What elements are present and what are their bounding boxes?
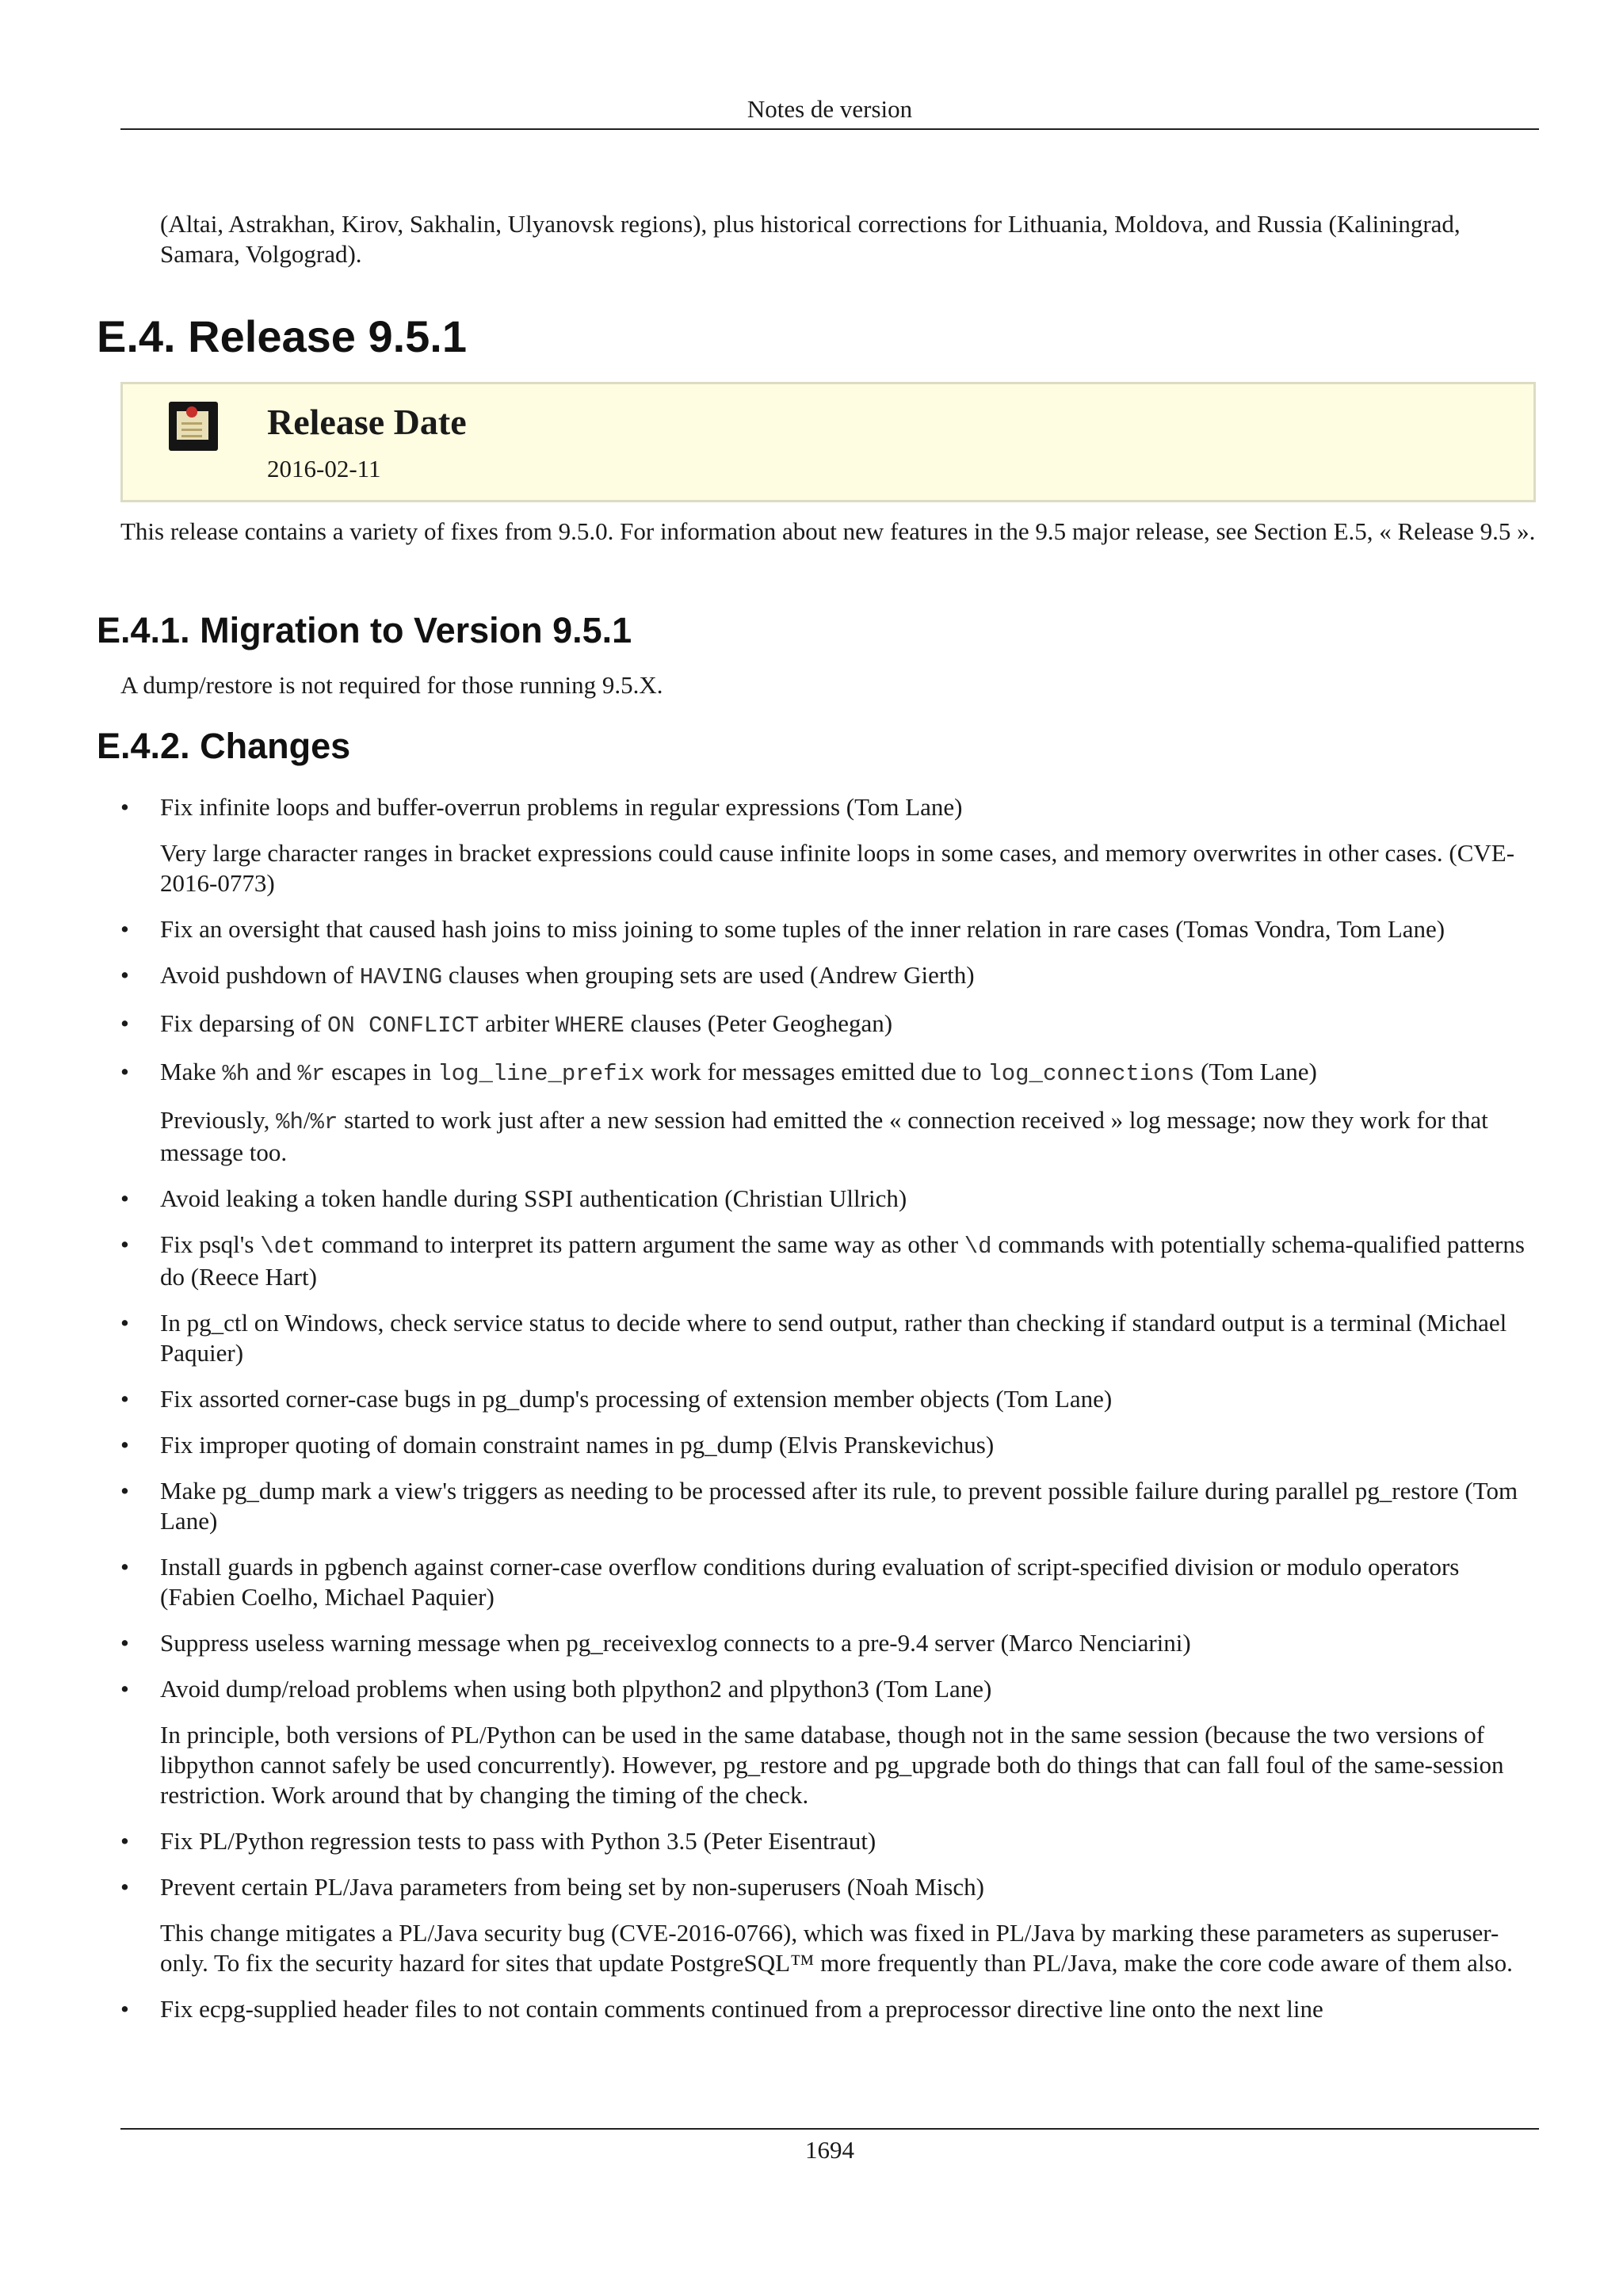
changes-list — [0, 792, 1623, 2040]
bullet-marker: • — [120, 1309, 129, 1337]
text-run: In principle, both versions of PL/Python can be used in the same database, though not in the same session (because the two versions of libpython cannot safely be used concurrently). However, pg_restore and pg_upgrade both do things that can fall foul of the same-session restriction. Work around that by changing the timing of the check. — [160, 1721, 1504, 1809]
change-item — [0, 1552, 1623, 1612]
inline-code: \det — [260, 1234, 315, 1260]
bullet-marker: • — [120, 915, 129, 943]
text-run: commands with potentially schema-qualified patterns do (Reece Hart) — [160, 1230, 1525, 1291]
carryover-paragraph: (Altai, Astrakhan, Kirov, Sakhalin, Ulyanovsk regions), plus historical corrections for Lithuania, Moldova, and Russia (Kaliningrad, Samara, Volgograd). — [160, 210, 1461, 268]
text-run: Fix PL/Python regression tests to pass with Python 3.5 (Peter Eisentraut) — [160, 1827, 876, 1855]
text-run: Fix infinite loops and buffer-overrun problems in regular expressions (Tom Lane) — [160, 793, 963, 821]
change-item — [0, 1230, 1623, 1292]
running-header: Notes de version — [747, 95, 913, 123]
inline-code: ON CONFLICT — [327, 1013, 479, 1039]
change-text — [160, 1384, 1531, 1414]
change-item — [0, 1628, 1623, 1658]
change-text — [160, 1872, 1531, 1902]
text-run: Fix deparsing of — [160, 1009, 327, 1037]
text-run: Avoid pushdown of — [160, 961, 360, 989]
bullet-marker: • — [120, 1431, 129, 1459]
header-rule — [120, 128, 1539, 130]
text-run: started to work just after a new session had emitted the « connection received » log message; now they work for that message too. — [160, 1106, 1488, 1166]
inline-code: WHERE — [555, 1013, 624, 1039]
migration-heading: E.4.1. Migration to Version 9.5.1 — [97, 610, 632, 650]
change-item — [0, 1674, 1623, 1810]
change-item — [0, 1057, 1623, 1168]
change-text — [160, 1476, 1531, 1536]
change-text — [160, 914, 1531, 944]
inline-code: log_connections — [987, 1061, 1195, 1087]
change-item — [0, 1872, 1623, 1978]
text-run: command to interpret its pattern argument the same way as other — [315, 1230, 964, 1258]
text-run: and — [250, 1058, 298, 1085]
text-run: Fix psql's — [160, 1230, 261, 1258]
text-run: (Tom Lane) — [1194, 1058, 1317, 1085]
bullet-marker: • — [120, 1385, 129, 1413]
intro-text: This release contains a variety of fixes from 9.5.0. For information about new features in the 9.5 major release, see Section E.5, « Release 9.5 ». — [120, 517, 1536, 545]
release-date: 2016-02-11 — [267, 455, 381, 482]
inline-code: %r — [310, 1109, 338, 1135]
change-text — [160, 792, 1531, 822]
inline-code: %h — [222, 1061, 250, 1087]
bullet-marker: • — [120, 1184, 129, 1212]
change-item — [0, 1308, 1623, 1368]
inline-code: %r — [297, 1061, 326, 1087]
change-text — [160, 1552, 1531, 1612]
page-number: 1694 — [805, 2136, 854, 2164]
bullet-marker: • — [120, 1230, 129, 1258]
text-run: Very large character ranges in bracket expressions could cause infinite loops in some cases, and memory overwrites in other cases. (CVE-2016-0773) — [160, 839, 1515, 897]
change-text — [160, 1009, 1531, 1041]
bullet-marker: • — [120, 1873, 129, 1901]
change-item — [0, 1826, 1623, 1856]
section-title: E.4. Release 9.5.1 — [97, 311, 468, 361]
bullet-marker: • — [120, 1477, 129, 1505]
inline-code: \d — [964, 1234, 992, 1260]
inline-code: log_line_prefix — [437, 1061, 645, 1087]
text-run: In pg_ctl on Windows, check service status to decide where to send output, rather than checking if standard output is a terminal (Michael Paquier) — [160, 1309, 1507, 1367]
change-text — [160, 1674, 1531, 1704]
text-run: Suppress useless warning message when pg_receivexlog connects to a pre-9.4 server (Marco Nenciarini) — [160, 1629, 1191, 1657]
change-item — [0, 1009, 1623, 1041]
text-run: Previously, — [160, 1106, 277, 1134]
change-item — [0, 1430, 1623, 1460]
change-text — [160, 1230, 1531, 1292]
change-text — [160, 960, 1531, 993]
text-run: escapes in — [325, 1058, 438, 1085]
change-detail — [160, 838, 1531, 898]
text-run: Fix assorted corner-case bugs in pg_dump's processing of extension member objects (Tom Lane) — [160, 1385, 1113, 1413]
change-detail — [160, 1105, 1531, 1168]
text-run: Install guards in pgbench against corner-case overflow conditions during evaluation of script-specified division or modulo operators (Fabien Coelho, Michael Paquier) — [160, 1553, 1460, 1611]
text-run: clauses when grouping sets are used (Andrew Gierth) — [442, 961, 975, 989]
text-run: Avoid dump/reload problems when using both plpython2 and plpython3 (Tom Lane) — [160, 1675, 992, 1703]
intro-paragraph — [120, 517, 1536, 547]
inline-code: %h — [276, 1109, 304, 1135]
text-run: This change mitigates a PL/Java security bug (CVE-2016-0766), which was fixed in PL/Java by marking these parameters as superuser-only. To fix the security hazard for sites that update PostgreSQL™ more frequently than PL/Java, make the core code aware of them also. — [160, 1919, 1513, 1977]
bullet-marker: • — [120, 961, 129, 989]
text-run: Prevent certain PL/Java parameters from being set by non-superusers (Noah Misch) — [160, 1873, 984, 1901]
text-run: Make pg_dump mark a view's triggers as needing to be processed after its rule, to prevent possible failure during parallel pg_restore (Tom Lane) — [160, 1477, 1518, 1535]
text-run: Make — [160, 1058, 223, 1085]
migration-text: A dump/restore is not required for those running 9.5.X. — [120, 671, 663, 699]
change-text — [160, 1184, 1531, 1214]
text-run: work for messages emitted due to — [644, 1058, 988, 1085]
changes-heading: E.4.2. Changes — [97, 726, 351, 766]
text-run: Fix improper quoting of domain constraint names in pg_dump (Elvis Pranskevichus) — [160, 1431, 995, 1459]
bullet-marker: • — [120, 1553, 129, 1581]
change-item — [0, 960, 1623, 993]
change-item — [0, 1476, 1623, 1536]
bullet-marker: • — [120, 1009, 129, 1037]
change-item — [0, 792, 1623, 898]
change-detail — [160, 1720, 1531, 1810]
change-text — [160, 1308, 1531, 1368]
bullet-marker: • — [120, 1629, 129, 1657]
bullet-marker: • — [120, 1827, 129, 1855]
text-run: / — [303, 1106, 311, 1134]
change-text — [160, 1430, 1531, 1460]
change-text — [160, 1057, 1531, 1089]
bullet-marker: • — [120, 1995, 129, 2023]
change-item — [0, 1384, 1623, 1414]
text-run: clauses (Peter Geoghegan) — [624, 1009, 893, 1037]
change-item — [0, 1994, 1623, 2024]
change-item — [0, 914, 1623, 944]
change-detail — [160, 1918, 1531, 1978]
release-date-note — [120, 382, 1536, 502]
change-item — [0, 1184, 1623, 1214]
bullet-marker: • — [120, 1675, 129, 1703]
text-run: arbiter — [479, 1009, 556, 1037]
inline-code: HAVING — [359, 964, 443, 990]
note-title: Release Date — [267, 402, 467, 442]
change-text — [160, 1826, 1531, 1856]
bullet-marker: • — [120, 1058, 129, 1085]
footer-rule — [120, 2128, 1539, 2130]
note-icon — [169, 402, 218, 451]
text-run: Avoid leaking a token handle during SSPI authentication (Christian Ullrich) — [160, 1184, 907, 1212]
change-text — [160, 1628, 1531, 1658]
text-run: Fix ecpg-supplied header files to not contain comments continued from a preprocessor directive line onto the next line — [160, 1995, 1323, 2023]
text-run: Fix an oversight that caused hash joins to miss joining to some tuples of the inner relation in rare cases (Tomas Vondra, Tom Lane) — [160, 915, 1445, 943]
change-text — [160, 1994, 1531, 2024]
bullet-marker: • — [120, 793, 129, 821]
